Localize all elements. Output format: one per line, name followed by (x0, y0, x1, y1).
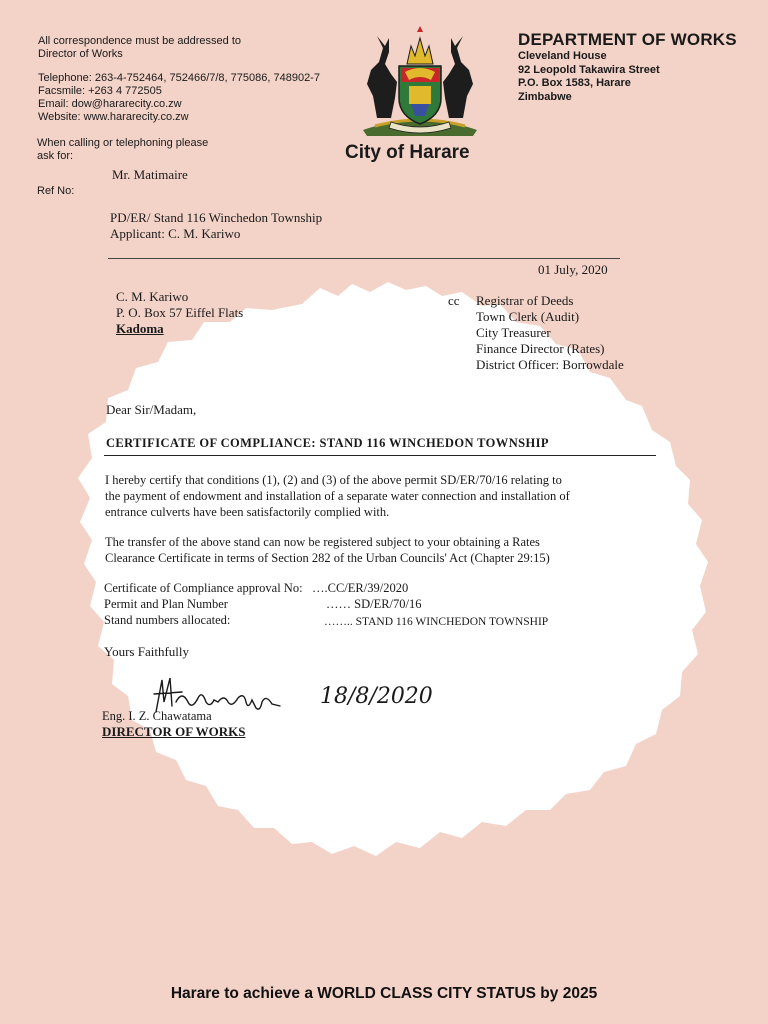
paragraph-line: the payment of endowment and installation of a separate water connection and installation of (105, 489, 570, 503)
body-paragraph-2 (105, 534, 665, 566)
applicant-line: Applicant: C. M. Kariwo (110, 226, 241, 241)
heading-underline (104, 455, 656, 456)
telephone-line: Telephone: 263-4-752464, 752466/7/8, 775086, 748902-7 (38, 72, 320, 84)
address-line: P.O. Box 1583, Harare (518, 77, 631, 89)
department-title: DEPARTMENT OF WORKS (518, 30, 737, 49)
certificate-heading: CERTIFICATE OF COMPLIANCE: STAND 116 WINCHEDON TOWNSHIP (106, 436, 549, 450)
body-paragraph-1 (105, 472, 665, 520)
salutation: Dear Sir/Madam, (106, 402, 197, 417)
email-line: Email: dow@hararecity.co.zw (38, 98, 182, 110)
paragraph-line: The transfer of the above stand can now be registered subject to your obtaining a Rates (105, 535, 540, 549)
cc-item: Finance Director (Rates) (476, 341, 605, 356)
paragraph-line: entrance culverts have been satisfactorily complied with. (105, 505, 390, 519)
department-block (518, 30, 748, 104)
calling-line: When calling or telephoning please (37, 137, 209, 149)
address-line: Zimbabwe (518, 90, 572, 103)
recipient-name: C. M. Kariwo (116, 289, 189, 304)
stand-numbers-label: Stand numbers allocated: (104, 613, 231, 627)
facsimile-line: Facsmile: +263 4 772505 (38, 85, 162, 97)
approval-no-label: Certificate of Compliance approval No: (104, 581, 303, 595)
city-name: City of Harare (345, 142, 470, 163)
cc-item: City Treasurer (476, 325, 551, 340)
paragraph-line: I hereby certify that conditions (1), (2) and (3) of the above permit SD/ER/70/16 relating to (105, 473, 562, 487)
letter-date: 01 July, 2020 (538, 262, 608, 277)
correspondence-line: Director of Works (38, 47, 123, 60)
handwritten-date: 18/8/2020 (320, 684, 433, 709)
cc-label: cc (448, 293, 460, 308)
calling-note (37, 137, 208, 162)
calling-line: ask for: (37, 149, 74, 162)
correspondence-note (38, 35, 241, 60)
closing: Yours Faithfully (104, 644, 190, 659)
cc-item: Town Clerk (Audit) (476, 309, 580, 324)
permit-number-label: Permit and Plan Number (104, 597, 228, 611)
signatory-name: Eng. I. Z. Chawatama (102, 709, 212, 723)
recipient-town: Kadoma (116, 321, 164, 336)
cc-list (476, 293, 624, 373)
cc-item: Registrar of Deeds (476, 293, 574, 308)
divider-rule (108, 258, 620, 259)
footer-slogan: Harare to achieve a WORLD CLASS CITY STATUS by 2025 (170, 985, 598, 1002)
ref-label: Ref No: (37, 185, 75, 197)
address-line: Cleveland House (518, 50, 607, 62)
website-line: Website: www.hararecity.co.zw (38, 111, 189, 123)
paragraph-line: Clearance Certificate in terms of Section 282 of the Urban Councils' Act (Chapter 29:15) (105, 551, 550, 565)
city-coat-of-arms-emblem (355, 26, 485, 138)
stand-numbers-value: …….. STAND 116 WINCHEDON TOWNSHIP (324, 616, 549, 628)
reference-line: PD/ER/ Stand 116 Winchedon Township (110, 210, 323, 225)
approval-no-value: ….CC/ER/39/2020 (312, 581, 409, 595)
ask-for-name: Mr. Matimaire (112, 167, 188, 182)
signatory-title: DIRECTOR OF WORKS (102, 724, 246, 739)
correspondence-line: All correspondence must be addressed to (38, 35, 242, 47)
cc-item: District Officer: Borrowdale (476, 357, 624, 372)
address-line: 92 Leopold Takawira Street (518, 63, 660, 76)
contact-block (38, 72, 320, 124)
permit-number-value: …… SD/ER/70/16 (326, 597, 422, 611)
recipient-box: P. O. Box 57 Eiffel Flats (116, 305, 244, 320)
